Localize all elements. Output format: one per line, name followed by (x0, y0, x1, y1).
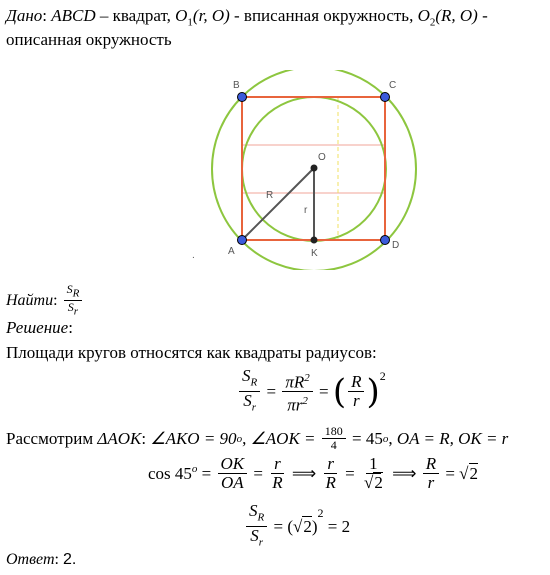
answer-value: 2. (62, 551, 77, 568)
solution-label: Решение (6, 318, 69, 337)
find-label: Найти (6, 291, 54, 309)
answer-line: Ответ: 2. (6, 551, 77, 568)
equation-cosine: cos 45 o = $\frac{OK}{OA}$ = $\frac{r}{R}$ ⟹ $\frac{r}{R}$ = $\frac{1}{√2}$ ⟹ $\frac{R}{r}$ = √ 2 (148, 454, 479, 492)
find-line: Найти : $\frac{SR}{Sr}$ (6, 283, 84, 319)
point-a (238, 236, 247, 245)
label-k: K (311, 248, 318, 259)
label-o: O (318, 152, 326, 163)
label-b: B (233, 80, 240, 91)
segment-oa (242, 168, 314, 240)
point-k (311, 237, 318, 244)
given-line: Дано: ABCD – квадрат, $O_1(r$, O) - вписанная окружность, $O_2(R$, O) - (6, 6, 488, 29)
point-b (238, 93, 247, 102)
label-a: A (228, 246, 235, 257)
label-small-r: r (304, 205, 308, 216)
find-fraction: $\frac{SR}{Sr}$ (64, 283, 83, 319)
equation-areas-ratio: $\frac{S_R}{S_r}$ = $\frac{\pi R^2}{\pi r^2}$ = ( $\frac{R}{r}$ ) 2 (237, 367, 386, 417)
given-line-2: описанная окружность (6, 30, 172, 49)
label-big-r: R (266, 190, 274, 201)
label-d: D (392, 240, 400, 251)
given-label: Дано (6, 6, 43, 25)
answer-label: Ответ (6, 551, 55, 568)
label-c: C (389, 80, 397, 91)
equation-result: $\frac{S_R}{S_r}$ = (√ 2 ) 2 = 2 (244, 502, 350, 552)
solution-statement: Площади кругов относятся как квадраты радиусов: (6, 343, 377, 362)
geometry-figure (180, 70, 440, 270)
point-d (381, 236, 390, 245)
label-dot: . (192, 250, 195, 261)
consider-triangle-line: Рассмотрим ΔAOK : ∠AKO = 90 o , ∠AOK = $\frac{180}{4}$ = 45 o , OA = R, OK = r (6, 424, 509, 452)
point-o (311, 165, 318, 172)
solution-label-line: Решение: (6, 318, 73, 337)
point-c (381, 93, 390, 102)
